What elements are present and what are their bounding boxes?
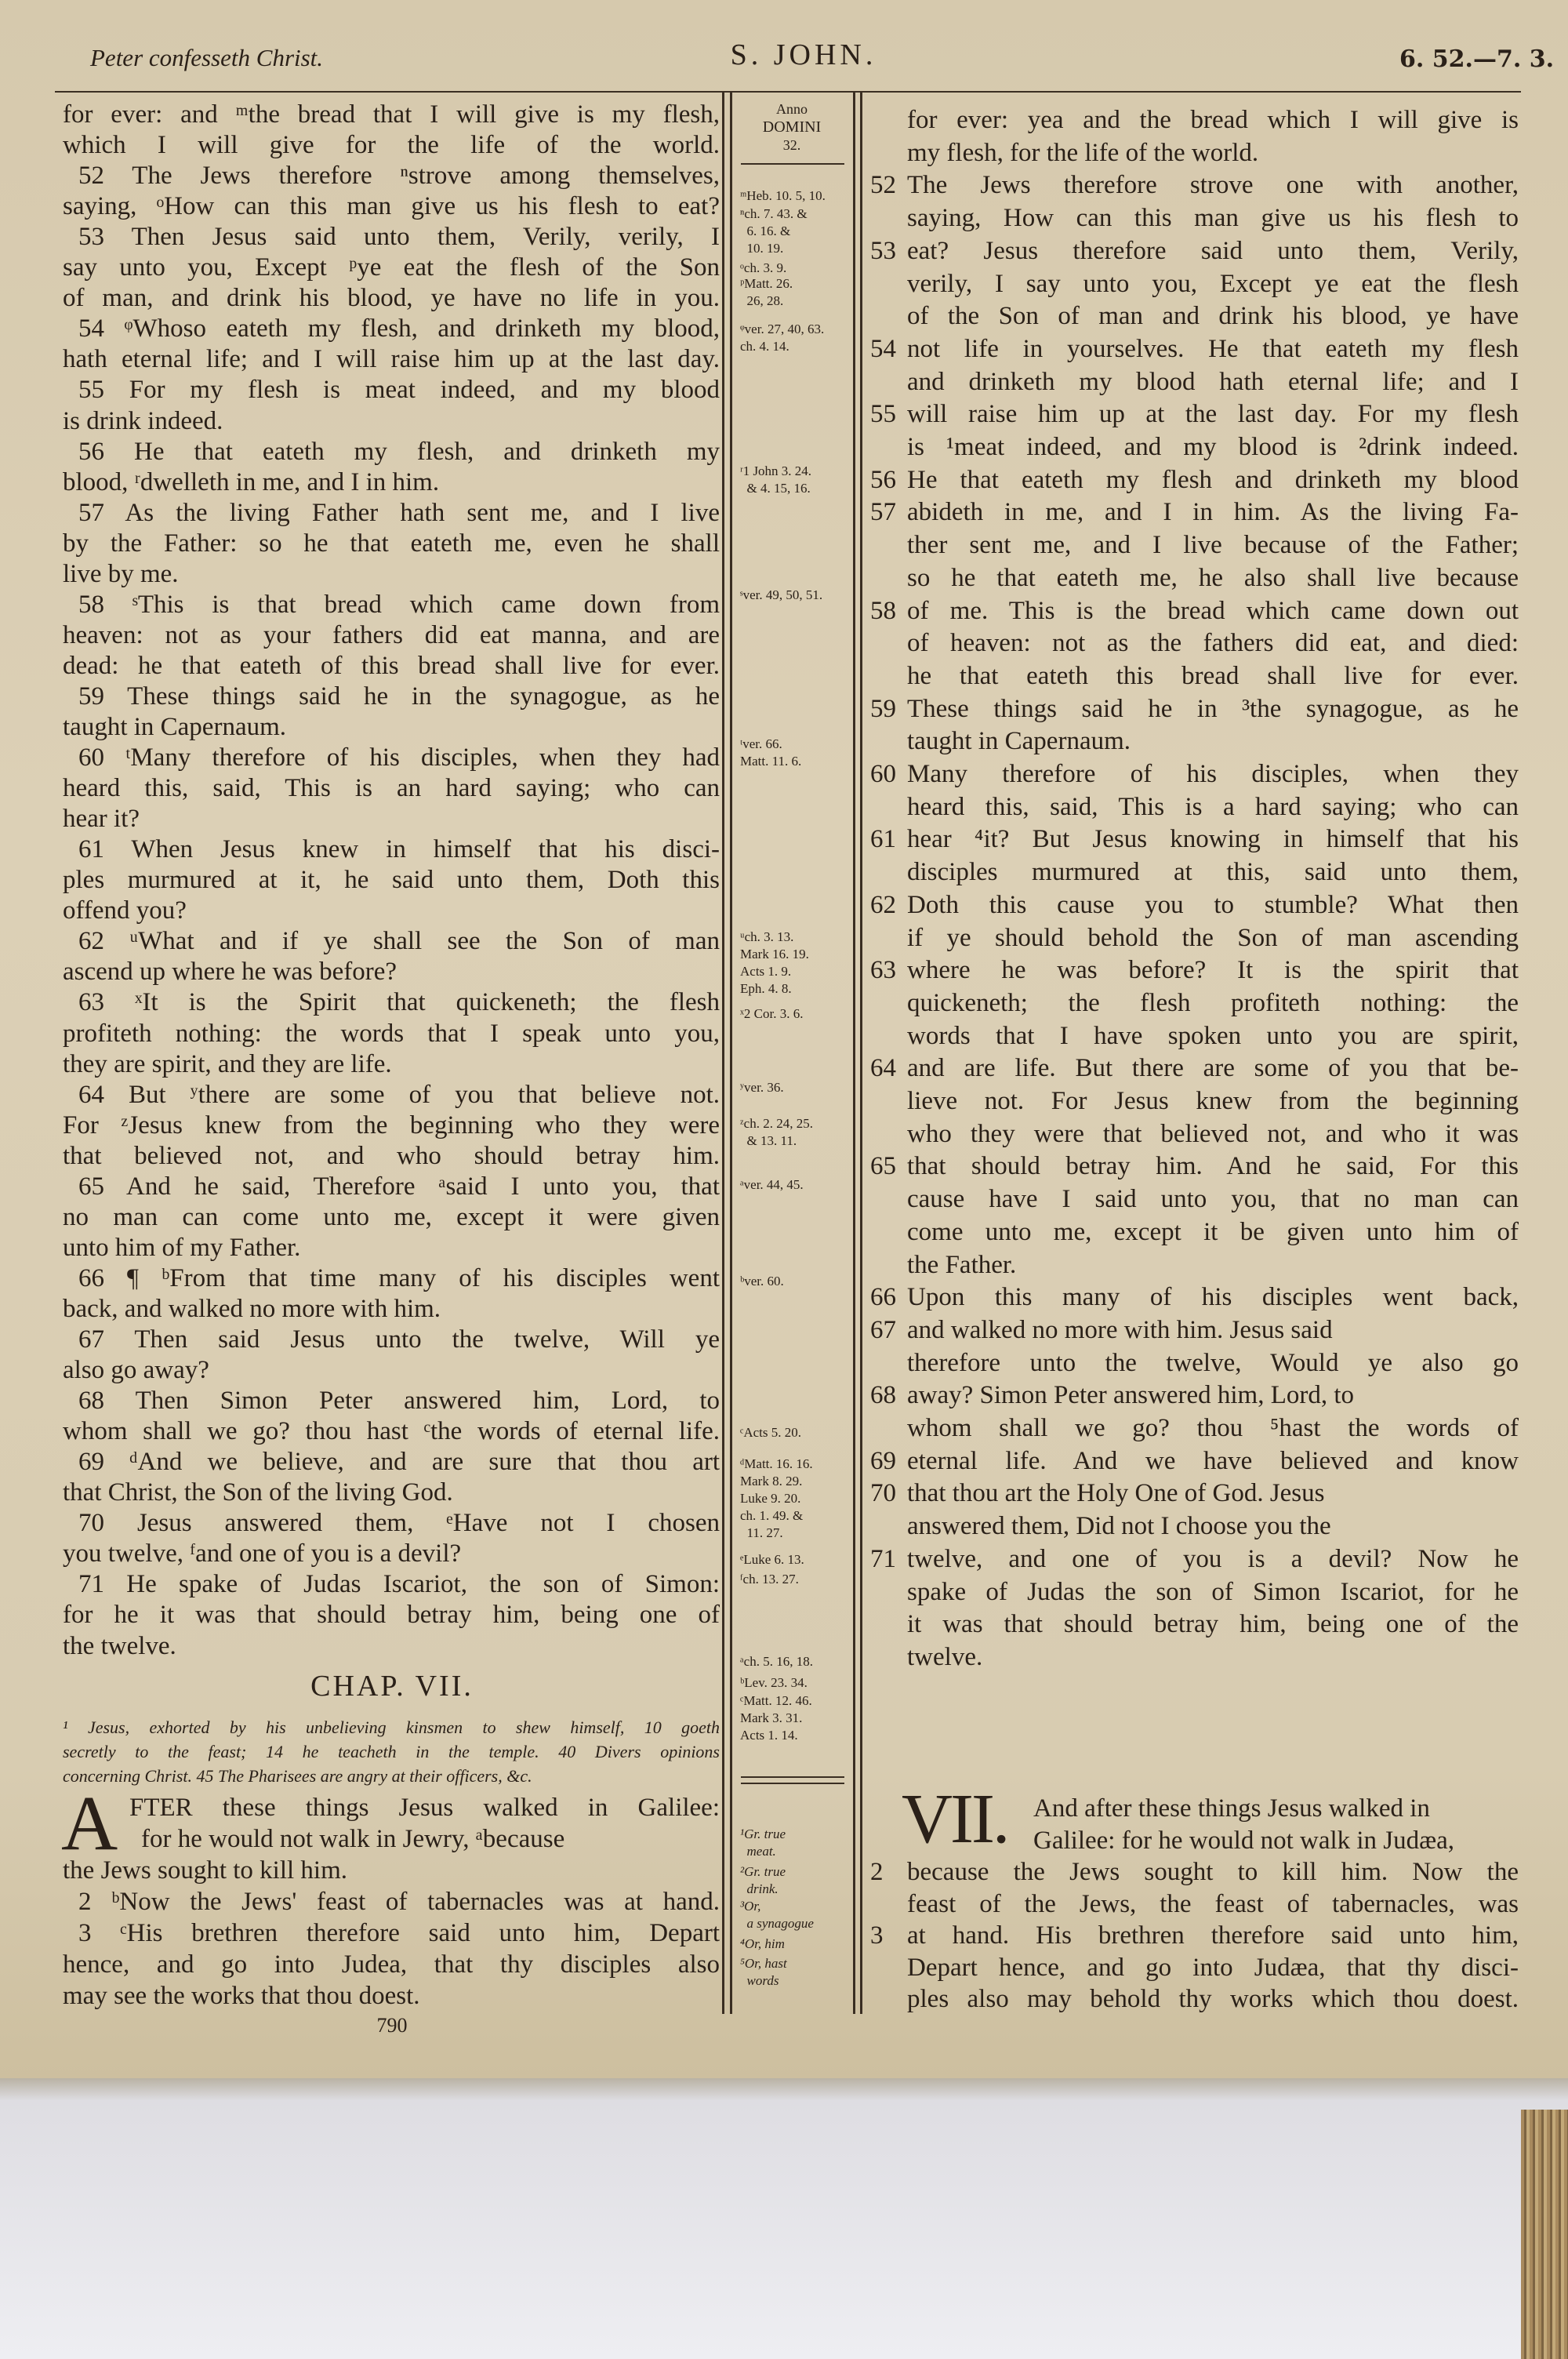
text-line: 3 ᶜHis brethren therefore said unto him, Depart — [78, 1919, 720, 1947]
verse-number: 69 — [870, 1446, 896, 1475]
verse-number: 70 — [870, 1479, 896, 1508]
margin-note — [740, 1936, 785, 1953]
text-line: hear ⁴it? But Jesus knowing in himself that his — [907, 825, 1519, 854]
margin-note — [740, 1424, 801, 1441]
text-line: saying, How can this man give us his flesh to — [907, 204, 1519, 233]
domini-label: DOMINI — [762, 118, 822, 136]
text-line: may see the works that thou doest. — [63, 1982, 420, 2010]
text-line: 55 For my flesh is meat indeed, and my blood — [78, 376, 720, 405]
verse-number: 2 — [870, 1858, 884, 1886]
verse-number: 66 — [870, 1283, 896, 1312]
margin-note-line: ᶜActs 5. 20. — [740, 1425, 802, 1440]
margin-note — [740, 1456, 813, 1542]
margin-note — [740, 1955, 787, 1990]
text-line: of heaven: not as the fathers did eat, and died: — [907, 629, 1519, 658]
margin-note-line: meat. — [740, 1844, 776, 1859]
text-line: lieve not. For Jesus knew from the beginning — [907, 1087, 1519, 1115]
text-line: also go away? — [63, 1356, 209, 1385]
text-line: whom shall we go? thou hast ᶜthe words of eternal life. — [63, 1417, 720, 1446]
verse-number: 53 — [870, 236, 896, 265]
text-line: the twelve. — [63, 1631, 176, 1660]
margin-note — [740, 187, 826, 205]
text-line: of man, and drink his blood, ye have no life in you. — [63, 284, 720, 313]
year-label: 32. — [782, 137, 801, 153]
summary-line: secretly to the feast; 14 he teacheth in the temple. 40 Divers opinions — [63, 1742, 720, 1761]
chapter-numeral: VII. — [902, 1780, 1008, 1858]
text-line: 53 Then Jesus said unto them, Verily, verily, I — [78, 223, 720, 252]
text-line: away? Simon Peter answered him, Lord, to — [907, 1381, 1355, 1410]
text-line: cause have I said unto you, that no man can — [907, 1185, 1519, 1214]
text-line: eat? Jesus therefore said unto them, Verily, — [907, 236, 1519, 265]
margin-note — [740, 1176, 804, 1194]
text-line: back, and walked no more with him. — [63, 1294, 441, 1323]
book-title: S. JOHN. — [730, 38, 877, 71]
margin-note — [740, 1826, 786, 1860]
margin-note-line: ˢver. 49, 50, 51. — [740, 587, 823, 602]
anno-label: Anno — [776, 101, 808, 117]
text-line: These things said he in ³the synagogue, as he — [907, 694, 1519, 723]
verse-number: 56 — [870, 465, 896, 494]
text-line: 70 Jesus answered them, ᵉHave not I chosen — [78, 1509, 720, 1538]
text-line: because the Jews sought to kill him. Now the — [907, 1858, 1519, 1886]
drop-cap: A — [61, 1779, 118, 1866]
text-line: heard this, said, This is an hard saying; who can — [63, 774, 720, 803]
text-line: spake of Judas the son of Simon Iscariot, for he — [907, 1577, 1519, 1606]
text-line: 54 ᵠWhoso eateth my flesh, and drinketh my blood, — [78, 314, 720, 343]
text-line: 69 ᵈAnd we believe, and are sure that thou art — [78, 1448, 720, 1477]
margin-note — [740, 260, 786, 277]
text-line: the Father. — [907, 1250, 1017, 1279]
text-line: 64 But ʸthere are some of you that believe not. — [78, 1080, 720, 1109]
margin-note — [740, 1005, 803, 1023]
text-line: unto him of my Father. — [63, 1233, 301, 1262]
summary-line: ¹ Jesus, exhorted by his unbelieving kinsmen to shew himself, 10 goeth — [63, 1717, 720, 1737]
text-line: and drinketh my blood hath eternal life; and I — [907, 367, 1519, 396]
text-line: it was that should betray him, being one of the — [907, 1610, 1519, 1639]
margin-note-line: ³Or, — [740, 1899, 761, 1914]
margin-note-line: 6. 16. & — [740, 224, 791, 238]
text-line: Depart hence, and go into Judæa, that thy disci- — [907, 1953, 1519, 1982]
text-line: say unto you, Except ᵖye eat the flesh of the Son — [63, 253, 720, 282]
text-line: eternal life. And we have believed and know — [907, 1446, 1519, 1475]
margin-note-line: ᵗver. 66. — [740, 736, 782, 751]
text-line: not life in yourselves. He that eateth my flesh — [907, 334, 1519, 363]
margin-rule — [741, 1783, 844, 1784]
margin-note-line: & 13. 11. — [740, 1133, 797, 1148]
text-line: where he was before? It is the spirit that — [907, 956, 1519, 985]
text-line: verily, I say unto you, Except ye eat the flesh — [907, 269, 1519, 298]
text-line: for he it was that should betray him, being one of — [63, 1601, 720, 1630]
verse-number: 63 — [870, 956, 896, 985]
text-line: feast of the Jews, the feast of tabernacles, was — [907, 1889, 1519, 1918]
margin-rule — [741, 163, 844, 165]
text-line: 62 ᵘWhat and if ye shall see the Son of man — [78, 927, 720, 956]
text-line: Doth this cause you to stumble? What then — [907, 890, 1519, 919]
text-line: 71 He spake of Judas Iscariot, the son of Simon: — [78, 1570, 720, 1599]
running-head-left: Peter confesseth Christ. — [90, 44, 324, 71]
text-line: abideth in me, and I in him. As the living Fa- — [907, 498, 1519, 527]
column-rule — [860, 93, 862, 2014]
margin-note — [740, 275, 793, 310]
verse-number: 64 — [870, 1054, 896, 1083]
text-line: if ye should behold the Son of man ascending — [907, 923, 1519, 952]
margin-note — [740, 321, 824, 355]
margin-note-line: ⁿch. 7. 43. & — [740, 206, 808, 221]
margin-note-line: 10. 19. — [740, 241, 784, 256]
text-line: and walked no more with him. Jesus said — [907, 1315, 1333, 1344]
text-line: twelve. — [907, 1642, 983, 1671]
margin-note — [740, 1692, 812, 1744]
text-line: hence, and go into Judea, that thy disciples also — [63, 1950, 720, 1979]
margin-note — [740, 1571, 799, 1588]
text-line: quickeneth; the flesh profiteth nothing: the — [907, 988, 1519, 1017]
margin-note-line: ¹Gr. true — [740, 1826, 786, 1841]
verse-number: 54 — [870, 334, 896, 363]
text-line: 60 ᵗMany therefore of his disciples, when they had — [78, 743, 720, 772]
text-line: profiteth nothing: the words that I speak unto you, — [63, 1019, 720, 1048]
text-line: hear it? — [63, 805, 140, 834]
verse-number: 58 — [870, 596, 896, 625]
text-line: taught in Capernaum. — [63, 713, 287, 741]
chapter-verse-range: 6. 52.—7. 3. — [1399, 45, 1555, 73]
margin-note — [740, 1079, 784, 1096]
text-line: they are spirit, and they are life. — [63, 1049, 392, 1078]
column-rule — [730, 93, 732, 2014]
text-line: whom shall we go? thou ⁵hast the words of — [907, 1414, 1519, 1442]
column-rule — [722, 93, 724, 2014]
verse-number: 59 — [870, 694, 896, 723]
text-line: which I will give for the life of the world. — [63, 131, 720, 160]
margin-note — [740, 1115, 813, 1150]
text-line: And after these things Jesus walked in — [1033, 1794, 1430, 1823]
text-line: that Christ, the Son of the living God. — [63, 1478, 453, 1507]
text-line: so he that eateth me, he also shall live because — [907, 563, 1519, 592]
verse-number: 52 — [870, 171, 896, 200]
text-line: the Jews sought to kill him. — [63, 1856, 347, 1885]
margin-note-line: Mark 3. 31. — [740, 1710, 803, 1725]
text-line: 67 Then said Jesus unto the twelve, Will ye — [78, 1325, 720, 1354]
verse-number: 65 — [870, 1152, 896, 1181]
text-line: of the Son of man and drink his blood, ye have — [907, 302, 1519, 331]
text-line: he that eateth this bread shall live for ever. — [907, 661, 1519, 690]
margin-note-line: ᵇLev. 23. 34. — [740, 1675, 808, 1690]
margin-note-line: Eph. 4. 8. — [740, 981, 792, 996]
margin-note-line: ᶠch. 13. 27. — [740, 1572, 799, 1587]
margin-note-line: ch. 1. 49. & — [740, 1508, 804, 1523]
margin-note — [740, 1551, 804, 1568]
verse-number: 61 — [870, 825, 896, 854]
text-line: live by me. — [63, 559, 179, 588]
margin-note — [740, 929, 809, 998]
text-line: twelve, and one of you is a devil? Now he — [907, 1544, 1519, 1573]
text-line: 58 ˢThis is that bread which came down from — [78, 590, 720, 619]
margin-note-line: 11. 27. — [740, 1525, 783, 1540]
verse-number: 62 — [870, 890, 896, 919]
margin-note-line: ᵉLuke 6. 13. — [740, 1552, 804, 1567]
text-line: 2 ᵇNow the Jews' feast of tabernacles was at hand. — [78, 1888, 720, 1916]
page-edge — [1521, 2110, 1568, 2359]
text-line: saying, ᵒHow can this man give us his flesh to eat? — [63, 192, 720, 221]
margin-note — [740, 1674, 808, 1692]
text-line: For ᶻJesus knew from the beginning who they were — [63, 1110, 720, 1140]
text-line: that believed not, and who should betray him. — [63, 1141, 720, 1170]
text-line: come unto me, except it be given unto him of — [907, 1217, 1519, 1246]
verse-number: 60 — [870, 760, 896, 788]
text-line: 56 He that eateth my flesh, and drinketh my — [78, 437, 720, 466]
margin-note-line: words — [740, 1973, 779, 1988]
margin-note-line: ᵃver. 44, 45. — [740, 1177, 804, 1192]
text-line: answered them, Did not I choose you the — [907, 1512, 1331, 1541]
verse-number: 3 — [870, 1921, 884, 1950]
margin-note-line: ʸver. 36. — [740, 1080, 784, 1095]
text-line: FTER these things Jesus walked in Galilee: — [129, 1794, 720, 1822]
text-line: for ever: yea and the bread which I will give is — [907, 106, 1519, 134]
text-line: no man can come unto me, except it were given — [63, 1202, 720, 1231]
margin-note-line: ²Gr. true — [740, 1864, 786, 1879]
text-line: my flesh, for the life of the world. — [907, 138, 1259, 167]
margin-note — [740, 1898, 814, 1932]
margin-note-line: ⁵Or, hast — [740, 1956, 787, 1971]
text-line: 65 And he said, Therefore ᵃsaid I unto you, that — [78, 1172, 720, 1201]
text-line: heard this, said, This is a hard saying; who can — [907, 792, 1519, 821]
text-line: words that I have spoken unto you are spirit, — [907, 1021, 1519, 1050]
text-line: you twelve, ᶠand one of you is a devil? — [63, 1539, 462, 1568]
text-line: 61 When Jesus knew in himself that his disci- — [78, 835, 720, 864]
page-number: 790 — [376, 2014, 408, 2037]
margin-note — [740, 1273, 784, 1290]
text-line: 57 As the living Father hath sent me, and I live — [78, 498, 720, 527]
margin-note-line: ˣ2 Cor. 3. 6. — [740, 1006, 804, 1021]
margin-rule — [741, 1776, 844, 1778]
margin-note-line: Acts 1. 9. — [740, 964, 792, 979]
margin-note-line: ᵐHeb. 10. 5, 10. — [740, 188, 826, 203]
margin-note-line: ᵘch. 3. 13. — [740, 929, 794, 944]
margin-note-line: a synagogue — [740, 1916, 814, 1931]
text-line: dead: he that eateth of this bread shall live for ever. — [63, 651, 720, 680]
text-line: ascend up where he was before? — [63, 958, 397, 987]
text-line: He that eateth my flesh and drinketh my blood — [907, 465, 1519, 494]
text-line: at hand. His brethren therefore said unto him, — [907, 1921, 1519, 1950]
margin-note-line: Matt. 11. 6. — [740, 754, 802, 769]
margin-note-line: ch. 4. 14. — [740, 339, 789, 354]
margin-note-line: ᵖMatt. 26. — [740, 276, 793, 291]
text-line: Upon this many of his disciples went back, — [907, 1283, 1519, 1312]
text-line: who they were that believed not, and who it was — [907, 1119, 1519, 1148]
margin-note — [740, 587, 822, 604]
verse-number: 55 — [870, 400, 896, 429]
text-line: blood, ʳdwelleth in me, and I in him. — [63, 467, 440, 496]
text-line: for ever: and ᵐthe bread that I will give is my flesh, — [63, 100, 720, 129]
text-line: for he would not walk in Jewry, ᵃbecause — [141, 1825, 565, 1853]
margin-note-line: ʳ1 John 3. 24. — [740, 463, 812, 478]
margin-note-line: Luke 9. 20. — [740, 1491, 801, 1506]
text-line: 63 ˣIt is the Spirit that quickeneth; the flesh — [78, 988, 720, 1017]
margin-note-line: ᵃch. 5. 16, 18. — [740, 1654, 813, 1669]
margin-note-line: Acts 1. 14. — [740, 1728, 798, 1743]
text-line: Many therefore of his disciples, when they — [907, 760, 1519, 788]
margin-note — [740, 736, 801, 770]
text-line: that should betray him. And he said, For this — [907, 1152, 1519, 1181]
text-line: taught in Capernaum. — [907, 727, 1131, 756]
text-line: Galilee: for he would not walk in Judæa, — [1033, 1826, 1455, 1855]
text-line: therefore unto the twelve, Would ye also go — [907, 1348, 1519, 1377]
text-line: 68 Then Simon Peter answered him, Lord, to — [78, 1387, 720, 1416]
margin-note-line: ᵇver. 60. — [740, 1274, 784, 1289]
column-rule — [853, 93, 855, 2014]
table-surface — [0, 2078, 1568, 2359]
text-line: is drink indeed. — [63, 406, 223, 435]
verse-number: 71 — [870, 1544, 896, 1573]
margin-note-line: ᶻch. 2. 24, 25. — [740, 1116, 813, 1131]
margin-note — [740, 1863, 786, 1898]
margin-note-line: ⁴Or, him — [740, 1936, 785, 1951]
text-line: by the Father: so he that eateth me, even he shall — [63, 529, 720, 558]
summary-line: concerning Christ. 45 The Pharisees are angry at their officers, &c. — [63, 1766, 532, 1786]
text-line: disciples murmured at this, said unto them, — [907, 858, 1519, 887]
text-line: ples also may behold thy works which thou doest. — [907, 1985, 1519, 2013]
header-rule — [55, 91, 1521, 93]
margin-note — [740, 463, 811, 497]
margin-note-line: Mark 16. 19. — [740, 947, 809, 961]
text-line: ples murmured at it, he said unto them, Doth this — [63, 866, 720, 895]
text-line: offend you? — [63, 896, 187, 925]
margin-note-line: drink. — [740, 1881, 779, 1896]
margin-note-line: & 4. 15, 16. — [740, 481, 811, 496]
margin-note-line: Mark 8. 29. — [740, 1474, 803, 1488]
margin-note — [740, 1653, 813, 1670]
chapter-heading: CHAP. VII. — [310, 1670, 474, 1703]
text-line: ther sent me, and I live because of the Father; — [907, 531, 1519, 560]
verse-number: 67 — [870, 1315, 896, 1344]
margin-note-line: ᶜMatt. 12. 46. — [740, 1693, 812, 1708]
margin-note-line: ᵈMatt. 16. 16. — [740, 1456, 813, 1471]
text-line: is ¹meat indeed, and my blood is ²drink indeed. — [907, 433, 1519, 461]
verse-number: 68 — [870, 1381, 896, 1410]
text-line: will raise him up at the last day. For my flesh — [907, 400, 1519, 429]
text-line: and are life. But there are some of you that be- — [907, 1054, 1519, 1083]
text-line: 66 ¶ ᵇFrom that time many of his disciples went — [78, 1263, 720, 1292]
margin-note-line: 26, 28. — [740, 293, 784, 308]
text-line: that thou art the Holy One of God. Jesus — [907, 1479, 1325, 1508]
text-line: of me. This is the bread which came down out — [907, 596, 1519, 625]
anno-domini — [737, 100, 847, 154]
margin-note-line: ᵒch. 3. 9. — [740, 260, 787, 275]
margin-note — [740, 205, 808, 257]
text-line: heaven: not as your fathers did eat manna, and are — [63, 620, 720, 649]
verse-number: 57 — [870, 498, 896, 527]
text-line: 52 The Jews therefore ⁿstrove among themselves, — [78, 162, 720, 191]
text-line: The Jews therefore strove one with another, — [907, 171, 1519, 200]
text-line: 59 These things said he in the synagogue, as he — [78, 682, 720, 711]
margin-note-line: ᵠver. 27, 40, 63. — [740, 322, 825, 336]
text-line: hath eternal life; and I will raise him up at the last day. — [63, 345, 720, 374]
